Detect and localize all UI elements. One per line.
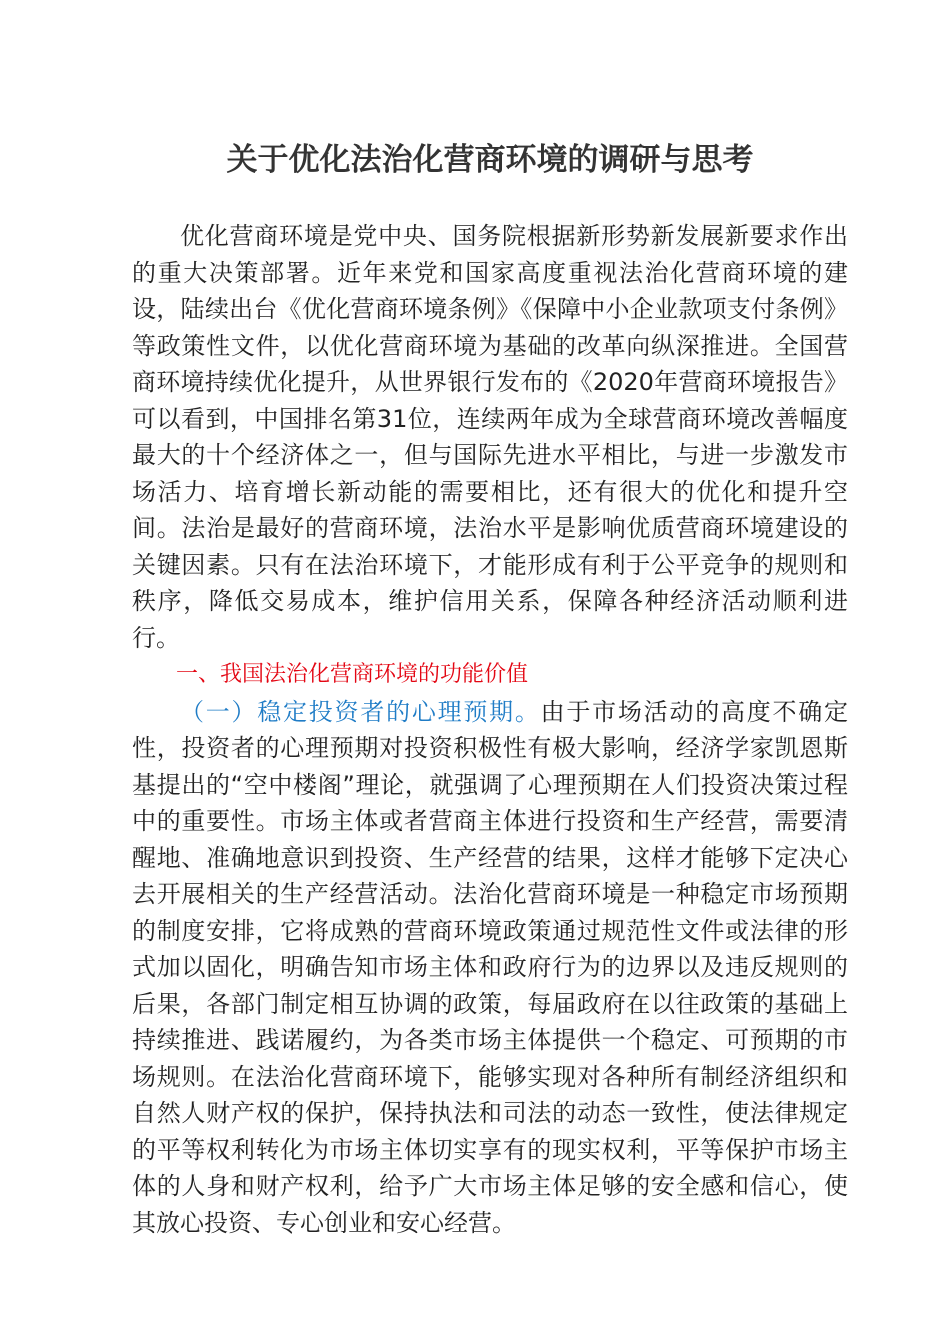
intro-paragraph: 优化营商环境是党中央、国务院根据新形势新发展新要求作出的重大决策部署。近年来党和国家高度重视法治化营商环境的建设，陆续出台《优化营商环境条例》《保障中小企业款项支付条例》等政策性文件，以优化营商环境为基础的改革向纵深推进。全国营商环境持续优化提升，从世界银行发布的《2020年营商环境报告》可以看到，中国排名第31位，连续两年成为全球营商环境改善幅度最大的十个经济体之一，但与国际先进水平相比，与进一步激发市场活力、培育增长新动能的需要相比，还有很大的优化和提升空间。法治是最好的营商环境，法治水平是影响优质营商环境建设的关键因素。只有在法治环境下，才能形成有利于公平竞争的规则和秩序，降低交易成本，维护信用关系，保障各种经济活动顺利进行。 (132, 222, 848, 652)
subsection-paragraph (132, 694, 848, 1242)
subsection-body: 由于市场活动的高度不确定性，投资者的心理预期对投资积极性有极大影响，经济学家凯恩斯基提出的“空中楼阁”理论，就强调了心理预期在人们投资决策过程中的重要性。市场主体或者营商主体进行投资和生产经营，需要清醒地、准确地意识到投资、生产经营的结果，这样才能够下定决心去开展相关的生产经营活动。法治化营商环境是一种稳定市场预期的制度安排，它将成熟的营商环境政策通过规范性文件或法律的形式加以固化，明确告知市场主体和政府行为的边界以及违反规则的后果，各部门制定相互协调的政策，每届政府在以往政策的基础上持续推进、践诺履约，为各类市场主体提供一个稳定、可预期的市场规则。在法治化营商环境下，能够实现对各种所有制经济组织和自然人财产权的保护，保持执法和司法的动态一致性，使法律规定的平等权利转化为市场主体切实享有的现实权利，平等保护市场主体的人身和财产权利，给予广大市场主体足够的安全感和信心，使其放心投资、专心创业和安心经营。 (132, 697, 848, 1237)
subsection-label: （一）稳定投资者的心理预期。 (180, 697, 541, 726)
document-page (132, 138, 848, 1241)
document-title: 关于优化法治化营商环境的调研与思考 (226, 142, 754, 178)
section-heading: 一、我国法治化营商环境的功能价值 (176, 662, 529, 687)
